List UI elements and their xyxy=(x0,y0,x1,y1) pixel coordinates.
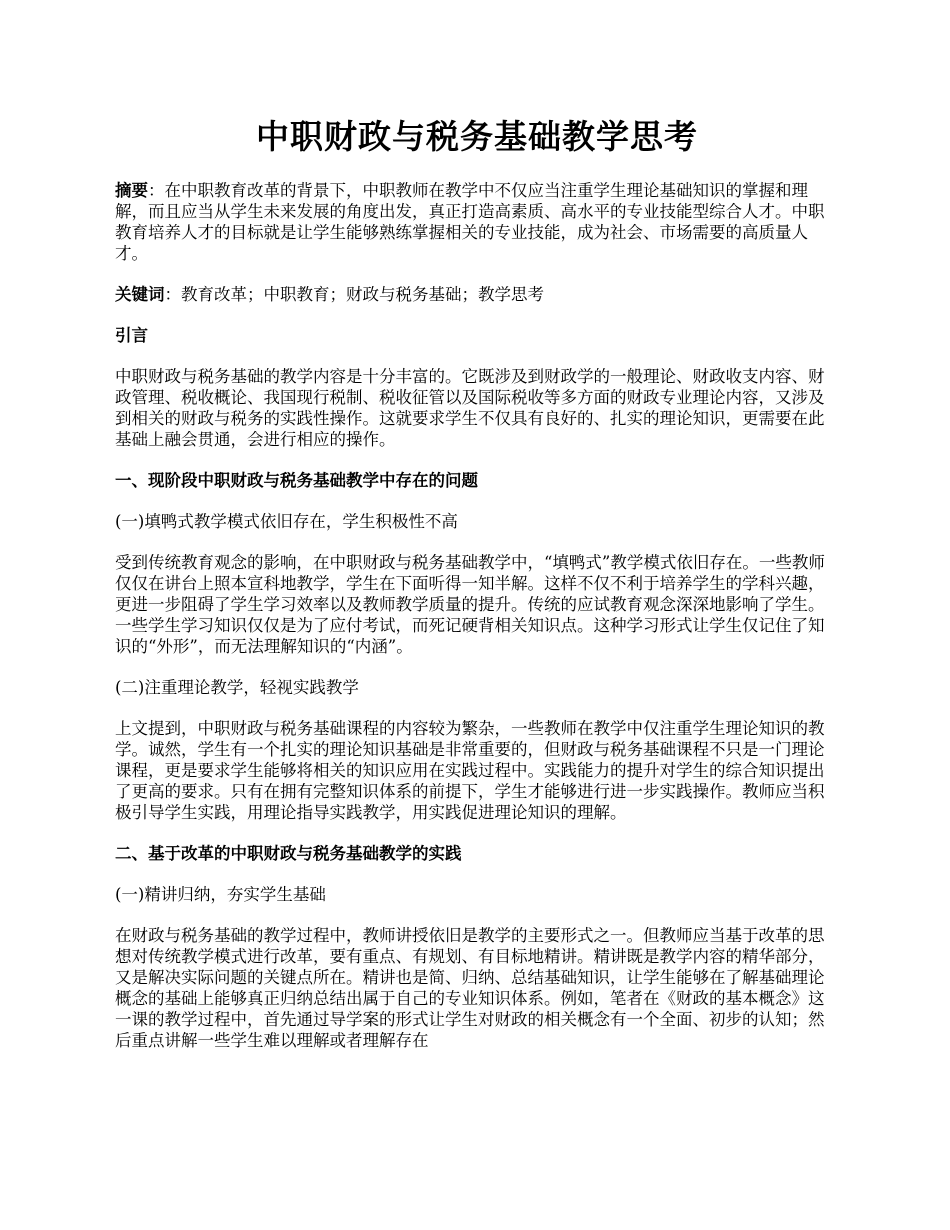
intro-heading: 引言 xyxy=(115,326,148,345)
keywords-text: ：教育改革；中职教育；财政与税务基础；教学思考 xyxy=(164,285,544,304)
abstract-text: ：在中职教育改革的背景下，中职教师在教学中不仅应当注重学生理论基础知识的掌握和理解，而且应当从学生未来发展的角度出发，真正打造高素质、高水平的专业技能型综合人才。中职教育培养人才的目标就是让学生能够熟练掌握相关的专业技能，成为社会、市场需要的高质量人才。 xyxy=(115,181,825,263)
keywords-label: 关键词 xyxy=(115,285,165,304)
section1-subheading-1: (一)填鸭式教学模式依旧存在，学生积极性不高 xyxy=(115,512,458,531)
document-page xyxy=(115,112,839,1071)
section1-paragraph-1: 受到传统教育观念的影响，在中职财政与税务基础教学中，“填鸭式”教学模式依旧存在。一些教师仅仅在讲台上照本宣科地教学，学生在下面听得一知半解。这样不仅不利于培养学生的学科兴趣，更进一步阻碍了学生学习效率以及教师教学质量的提升。传统的应试教育观念深深地影响了学生。一些学生学习知识仅仅是为了应付考试，而死记硬背相关知识点。这种学习形式让学生仅记住了知识的“外形”，而无法理解知识的“内涵”。 xyxy=(115,553,825,656)
keywords xyxy=(115,284,839,305)
section2-paragraph-1: 在财政与税务基础的教学过程中，教师讲授依旧是教学的主要形式之一。但教师应当基于改革的思想对传统教学模式进行改革，要有重点、有规划、有目标地精讲。精讲既是教学内容的精华部分，又是解决实际问题的关键点所在。精讲也是简、归纳、总结基础知识，让学生能够在了解基础理论概念的基础上能够真正归纳总结出属于自己的专业知识体系。例如，笔者在《财政的基本概念》这一课的教学过程中，首先通过导学案的形式让学生对财政的相关概念有一个全面、初步的认知；然后重点讲解一些学生难以理解或者理解存在 xyxy=(115,926,825,1050)
document-title: 中职财政与税务基础教学思考 xyxy=(256,117,698,156)
section1-paragraph-2: 上文提到，中职财政与税务基础课程的内容较为繁杂，一些教师在教学中仅注重学生理论知识的教学。诚然，学生有一个扎实的理论知识基础是非常重要的，但财政与税务基础课程不只是一门理论课程，更是要求学生能够将相关的知识应用在实践过程中。实践能力的提升对学生的综合知识提出了更高的要求。只有在拥有完整知识体系的前提下，学生才能够进行进一步实践操作。教师应当积极引导学生实践，用理论指导实践教学，用实践促进理论知识的理解。 xyxy=(115,719,825,822)
section1-subheading-2: (二)注重理论教学，轻视实践教学 xyxy=(115,678,359,697)
abstract-label: 摘要 xyxy=(115,181,148,200)
section1-heading: 一、现阶段中职财政与税务基础教学中存在的问题 xyxy=(115,471,478,490)
section2-heading: 二、基于改革的中职财政与税务基础教学的实践 xyxy=(115,844,462,863)
intro-paragraph: 中职财政与税务基础的教学内容是十分丰富的。它既涉及到财政学的一般理论、财政收支内容、财政管理、税收概论、我国现行税制、税收征管以及国际税收等多方面的财政专业理论内容，又涉及到相关的财政与税务的实践性操作。这就要求学生不仅具有良好的、扎实的理论知识，更需要在此基础上融会贯通，会进行相应的操作。 xyxy=(115,367,825,449)
section2-subheading-1: (一)精讲归纳，夯实学生基础 xyxy=(115,885,326,904)
abstract xyxy=(115,180,839,264)
